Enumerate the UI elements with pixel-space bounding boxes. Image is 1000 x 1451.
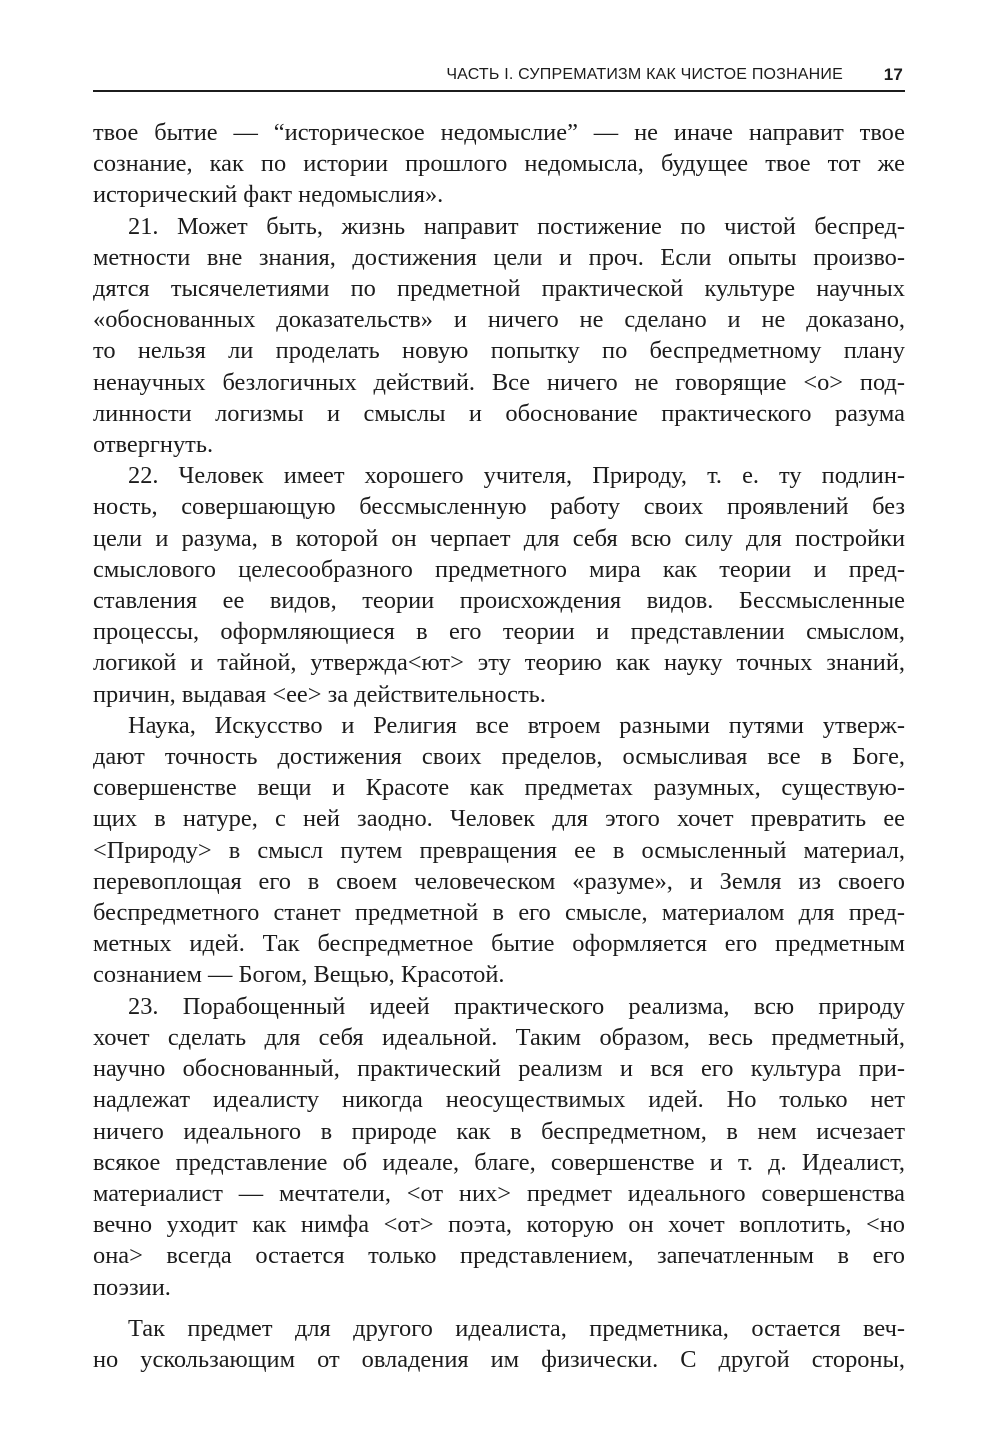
text-line: но ускользающим от овладения им физически. С другой стороны,: [93, 1345, 905, 1373]
text-line: дятся тысячелетиями по предметной практической культуре научных: [93, 275, 905, 303]
text-line: надлежат идеалисту никогда неосуществимых идей. Но только нет: [93, 1086, 905, 1114]
text-line: научно обоснованный, практический реализм и вся его культура при-: [93, 1055, 905, 1083]
text-line: вечно уходит как нимфа <от> поэта, которую он хочет воплотить, <но: [93, 1211, 905, 1239]
text-line: хочет сделать для себя идеальной. Таким образом, весь предметный,: [93, 1023, 905, 1051]
text-line: щих в натуре, с ней заодно. Человек для этого хочет превратить ее: [93, 805, 905, 833]
text-line: «обоснованных доказательств» и ничего не сделано и не доказано,: [93, 306, 905, 334]
text-line: она> всегда остается только представлением, запечатленным в его: [93, 1242, 905, 1270]
book-page: [93, 0, 905, 1451]
paragraph-science-art-religion: [93, 710, 905, 991]
body-text: [93, 117, 905, 1375]
text-line: беспредметного станет предметной в его смысле, материалом для пред-: [93, 899, 905, 927]
text-line: ничего идеального в природе как в беспредметном, в нем исчезает: [93, 1117, 905, 1145]
paragraph-continuation: [93, 117, 905, 211]
page-number: 17: [883, 65, 903, 84]
text-line: Наука, Искусство и Религия все втроем разными путями утверж-: [128, 711, 905, 739]
text-line: исторический факт недомыслия».: [93, 181, 444, 209]
text-line: метных идей. Так беспредметное бытие оформляется его предметным: [93, 930, 905, 958]
text-line: 21. Может быть, жизнь направит постижение по чистой беспред-: [128, 212, 905, 240]
text-line: 23. Порабощенный идеей практического реализма, всю природу: [128, 992, 905, 1020]
paragraph-gap: [93, 1303, 905, 1313]
text-line: материалист — мечтатели, <от них> предмет идеального совершенства: [93, 1179, 905, 1207]
text-line: поэзии.: [93, 1273, 171, 1301]
text-line: ставления ее видов, теории происхождения видов. Бессмысленные: [93, 587, 905, 615]
text-line: смыслового целесообразного предметного мира как теории и пред-: [93, 555, 905, 583]
text-line: сознание, как по истории прошлого недомысла, будущее твое тот же: [93, 150, 905, 178]
text-line: твое бытие — “историческое недомыслие” — не иначе направит твое: [93, 119, 905, 146]
text-line: отвергнуть.: [93, 431, 214, 459]
text-line: всякое представление об идеале, благе, совершенстве и т. д. Идеалист,: [93, 1148, 905, 1176]
text-line: совершенстве вещи и Красоте как предметах разумных, существую-: [93, 774, 905, 802]
text-line: <Природу> в смысл путем превращения ее в осмысленный материал,: [93, 836, 905, 864]
text-line: ненаучных безлогичных действий. Все ничего не говорящие <о> под-: [93, 368, 905, 396]
text-line: ность, совершающую бессмысленную работу своих проявлений без: [93, 493, 905, 521]
text-line: метности вне знания, достижения цели и проч. Если опыты произво-: [93, 243, 905, 271]
paragraph-closing: [93, 1313, 905, 1375]
text-line: цели и разума, в которой он черпает для себя всю силу для постройки: [93, 524, 905, 552]
text-line: линности логизмы и смыслы и обоснование практического разума: [93, 399, 905, 427]
text-line: то нельзя ли проделать новую попытку по беспредметному плану: [93, 337, 905, 365]
text-line: перевоплощая его в своем человеческом «разуме», и Земля из своего: [93, 867, 905, 895]
paragraph-22: [93, 460, 905, 710]
paragraph-21: [93, 211, 905, 461]
running-header: [93, 62, 905, 92]
text-line: сознанием — Богом, Вещью, Красотой.: [93, 961, 505, 989]
section-title: ЧАСТЬ I. СУПРЕМАТИЗМ КАК ЧИСТОЕ ПОЗНАНИЕ: [446, 66, 843, 83]
paragraph-23: [93, 991, 905, 1303]
text-line: причин, выдавая <ее> за действительность.: [93, 680, 546, 708]
text-line: дают точность достижения своих пределов, осмысливая все в Боге,: [93, 743, 905, 771]
text-line: Так предмет для другого идеалиста, предметника, остается веч-: [128, 1314, 905, 1342]
text-line: 22. Человек имеет хорошего учителя, Природу, т. е. ту подлин-: [128, 462, 905, 490]
text-line: логикой и тайной, утвержда<ют> эту теорию как науку точных знаний,: [93, 649, 905, 677]
text-line: процессы, оформляющиеся в его теории и представлении смыслом,: [93, 618, 905, 646]
